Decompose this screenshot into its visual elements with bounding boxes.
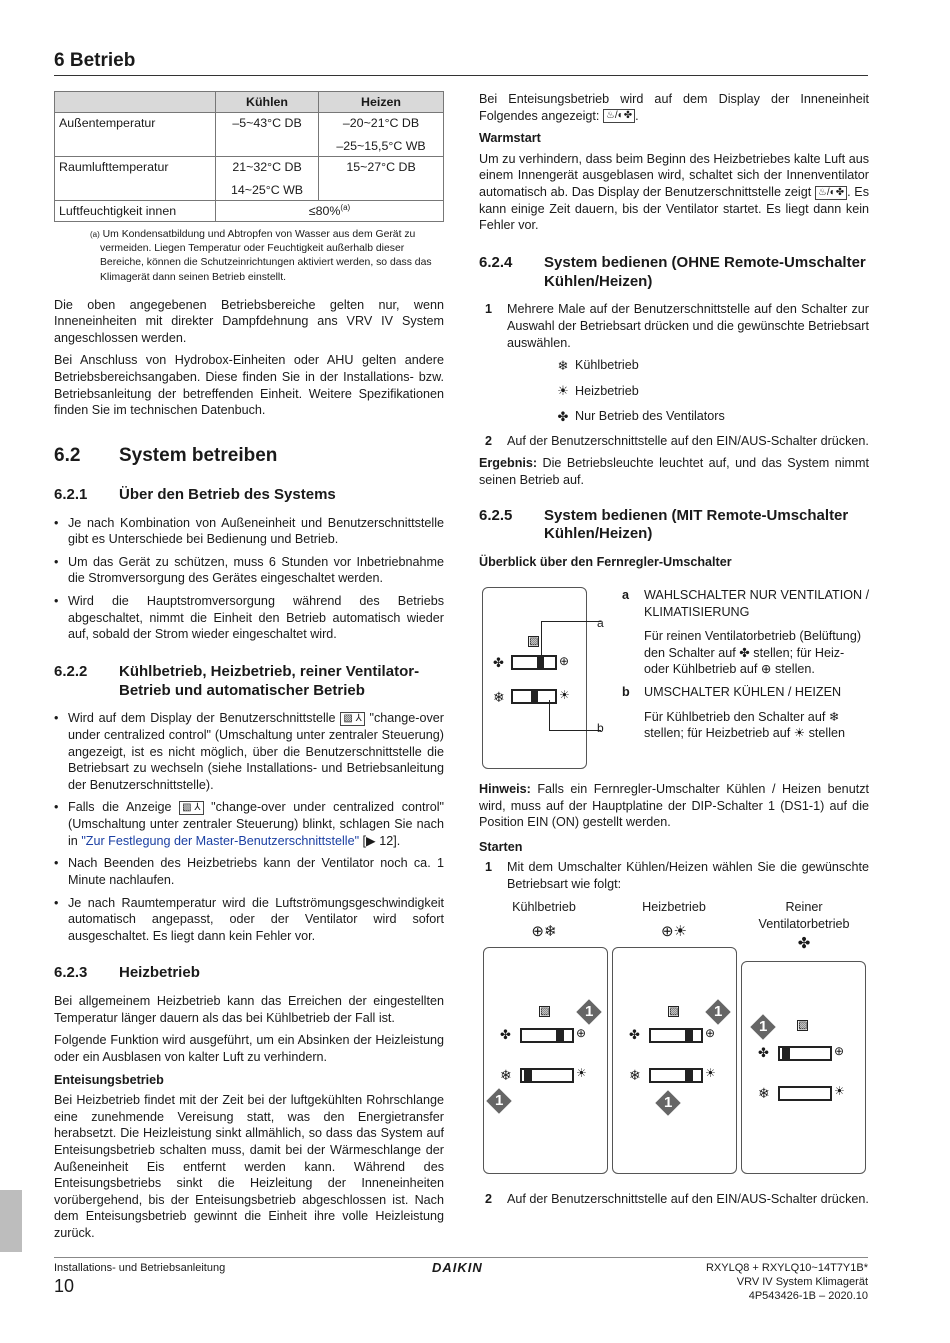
thermo-snowflake-icon: ⊕❄: [531, 922, 557, 940]
snowflake-icon: ❄: [500, 1067, 512, 1083]
chapter-tab-marker: [0, 1190, 22, 1252]
mode-col-heat: Heizbetrieb ⊕☀: [614, 899, 734, 941]
note: Hinweis: Falls ein Fernregler-Umschalter Kühlen / Heizen benutzt wird, muss auf der Hauptplatine der DIP-Schalter 1 (DS1-1) auf die Position EIN (ON) gestellt werden.: [479, 782, 869, 830]
fan-icon: ✤: [500, 1027, 511, 1042]
minor-heading: Warmstart: [479, 131, 541, 146]
step-item: 2 Auf der Benutzerschnittstelle auf den EIN/AUS-Schalter drücken.: [485, 433, 869, 448]
diagram-label-b: b: [597, 721, 604, 735]
fan-icon: ✤: [557, 408, 569, 424]
step-item: 2 Auf der Benutzerschnittstelle auf den EIN/AUS-Schalter drücken.: [485, 1192, 869, 1206]
paragraph: Bei Heizbetrieb findet mit der Zeit bei der luftgekühlten Rohrschlange eine zunehmende Vereisung statt, was den Energietransfer herabsetzt. Die Heizleistung sinkt allmählich, so dass das System auf Enteisungsbetrieb schalten muss, damit bei der Wärmeschlange der Außeneinheit Eis entfernt werden kann. Während des Enteisungsbetriebs sinkt die Heizleitung der Inneneinheiten vorübergehend, bis der Enteisungsbetrieb abgeschlossen ist. Nach dem Enteisungsbetrieb gewinnt die Einheit ihre volle Heizleistung zurück.: [54, 1093, 444, 1241]
table-header-empty: [55, 92, 216, 113]
centralized-icon: ▧: [798, 1020, 808, 1031]
cell: –5~43°C DB: [216, 113, 319, 157]
thermometer-icon: ⊕: [705, 1026, 716, 1040]
header-rule: [54, 75, 868, 76]
table-row: [55, 113, 444, 157]
table-footnote: (a) Um Kondensatbildung und Abtropfen von Wasser aus dem Gerät zu vermeiden. Liegen Temperatur oder Feuchtigkeit außerhalb dieser Bereiche, können die Schutzeinrichtungen aktiviert werden, so dass das Klimagerät dann seinen Betrieb einstellt.: [90, 229, 432, 283]
cell: 15~27°C DB: [319, 157, 444, 201]
legend-desc-b: Für Kühlbetrieb den Schalter auf ❄ stellen; für Heizbetrieb auf ☀ stellen: [644, 709, 845, 741]
list-item: • Falls die Anzeige ▧ ⅄ "change-over under centralized control" (Umschaltung unter zentraler Steuerung) blinkt, schlagen Sie nach in "Zur Festlegung der Master-Benutzerschnittstelle" [▶ 12].: [54, 799, 444, 849]
centralized-control-icon: ▧ ⅄: [340, 712, 364, 726]
list-item: • Je nach Kombination von Außeneinheit und Benutzerschnittstelle gibt es Unterschiede bei Bedienung und Betrieb.: [54, 515, 444, 548]
remote-switch-diagram: [482, 587, 587, 769]
paragraph: Folgende Funktion wird ausgeführt, um ein Absinken der Heizleistung oder ein Ausblasen von kalter Luft zu verhindern.: [54, 1033, 444, 1064]
list-item: • Je nach Raumtemperatur wird die Luftströmungsgeschwindigkeit automatisch angepasst, oder der Ventilator wird sofort ausgeschaltet. Es liegt dann kein Fehler vor.: [54, 895, 444, 945]
row-label: Luftfeuchtigkeit innen: [55, 200, 216, 222]
sun-icon: ☀: [557, 383, 569, 399]
subsection-heading: 6.2.4 System bedienen (OHNE Remote-Umschalter Kühlen/Heizen): [479, 253, 866, 290]
step-list: [479, 433, 869, 450]
subsection-heading: 6.2.1 Über den Betrieb des Systems: [54, 485, 336, 503]
page-number: 10: [54, 1276, 75, 1296]
fan-icon: ✤: [797, 935, 811, 953]
cool-heat-switch[interactable]: [778, 1086, 832, 1101]
paragraph: Bei Anschluss von Hydrobox-Einheiten oder AHU gelten andere Betriebsbereichsangaben. Diese finden Sie in der Installations- bzw. Betriebsanleitung der betreffenden Einheit. Weitere Spezifikationen finden Sie im technischen Datenbuch.: [54, 353, 444, 418]
remote-panel-fan: [741, 961, 866, 1174]
footer-rule: [54, 1257, 868, 1258]
list-item: • Wird die Hauptstromversorgung während des Betriebs abgeschaltet, nimmt die Einheit den Betrieb automatisch wieder auf, sobald der Strom wieder eingeschaltet wird.: [54, 593, 444, 643]
cool-heat-switch[interactable]: [511, 689, 557, 704]
thermometer-icon: ⊕: [559, 654, 570, 668]
callout-marker: 1: [576, 999, 601, 1024]
mode-cool: ❄ Kühlbetrieb: [555, 357, 869, 374]
list-item: • Nach Beenden des Heizbetriebs kann der Ventilator noch ca. 1 Minute nachlaufen.: [54, 855, 444, 888]
table-header-cool: Kühlen: [216, 92, 319, 113]
footer-doc-number: 4P543426-1B – 2020.10: [748, 1290, 868, 1302]
legend-item-b: b UMSCHALTER KÜHLEN / HEIZEN: [622, 685, 842, 700]
thermometer-icon: ⊕: [834, 1044, 845, 1058]
subsection-heading: 6.2.5 System bedienen (MIT Remote-Umschalter Kühlen/Heizen): [479, 506, 849, 543]
mode-fan: ✤ Nur Betrieb des Ventilators: [555, 408, 869, 425]
table-header-heat: Heizen: [319, 92, 444, 113]
result-note: Ergebnis: Die Betriebsleuchte leuchtet auf, und das System nimmt seinen Betrieb auf.: [479, 456, 869, 487]
callout-marker: 1: [705, 999, 730, 1024]
fan-icon: ✤: [758, 1045, 769, 1060]
mode-col-fan: Reiner Ventilatorbetrieb ✤: [744, 899, 864, 954]
ventilation-switch[interactable]: [778, 1046, 832, 1061]
right-column-lower: [479, 781, 869, 899]
left-column: [54, 91, 444, 1248]
bullet-list: [54, 515, 444, 643]
remote-panel-cool: [483, 947, 608, 1174]
table-row: [55, 157, 444, 201]
centralized-icon: ▧: [540, 1006, 550, 1017]
step-item: 1 Mit dem Umschalter Kühlen/Heizen wählen Sie die gewünschte Betriebsart wie folgt:: [485, 860, 869, 892]
list-item: • Wird auf dem Display der Benutzerschnittstelle ▧ ⅄ "change-over under centralized control" (Umschaltung unter zentraler Steuerung) angezeigt, ist es nicht möglich, über die Benutzerschnittstelle die Betriebsart zu wechseln (siehe Installations- und Betriebsanleitung der Benutzerschnittstelle).: [54, 710, 444, 793]
subsection-heading: 6.2.2 Kühlbetrieb, Heizbetrieb, reiner Ventilator-Betrieb und automatischer Betrieb: [54, 662, 420, 699]
centralized-icon: ▧: [529, 636, 539, 647]
mode-col-cool: Kühlbetrieb ⊕❄: [484, 899, 604, 941]
step-list: [479, 859, 869, 892]
callout-marker: 1: [750, 1014, 775, 1039]
cool-heat-switch[interactable]: [520, 1068, 574, 1083]
ventilation-switch[interactable]: [511, 655, 557, 670]
page-title: 6 Betrieb: [54, 50, 136, 71]
cross-reference-link[interactable]: "Zur Festlegung der Master-Benutzerschnittstelle": [81, 833, 360, 848]
centralized-control-icon: ▧ ⅄: [179, 801, 203, 815]
footer-doc-type: Installations- und Betriebsanleitung: [54, 1262, 226, 1274]
footer-model: RXYLQ8 + RXYLQ10~14T7Y1B*: [705, 1262, 868, 1274]
step-list: [479, 1191, 869, 1208]
step-list: [479, 301, 869, 351]
paragraph: Die oben angegebenen Betriebsbereiche gelten nur, wenn Inneneinheiten mit direkter Dampfdehnung ans VRV IV System angeschlossen werden.: [54, 297, 444, 345]
sun-icon: ☀: [576, 1066, 587, 1080]
snowflake-icon: ❄: [629, 1067, 641, 1083]
operating-range-table: [54, 91, 444, 222]
snowflake-icon: ❄: [557, 358, 569, 374]
paragraph: Bei allgemeinem Heizbetrieb kann das Erreichen der eingestellten Temperatur länger dauern als das bei Kühlbetrieb der Fall ist.: [54, 994, 444, 1025]
minor-heading: Enteisungsbetrieb: [54, 1072, 164, 1087]
legend-item-a: a WAHLSCHALTER NUR VENTILATION / KLIMATISIERUNG: [622, 588, 870, 619]
row-label: Raumlufttemperatur: [55, 157, 216, 201]
ventilation-switch[interactable]: [649, 1028, 703, 1043]
bullet-list: [54, 710, 444, 944]
cell: 21~32°C DB 14~25°C WB: [216, 157, 319, 201]
cool-heat-switch[interactable]: [649, 1068, 703, 1083]
paragraph: Um zu verhindern, dass beim Beginn des Heizbetriebes kalte Luft aus einem Innengerät ausgeblasen wird, schaltet sich der Innenventilator automatisch ab. Das Display der Benutzerschnittstelle zeigt ♨/◐✤ . Es kann einige Zeit dauern, bis der Ventilator startet. Es liegt dann kein Fehler vor.: [479, 151, 869, 233]
sun-icon: ☀: [705, 1066, 716, 1080]
defrost-display-icon: ♨/◐✤: [603, 109, 635, 123]
minor-heading: Überblick über den Fernregler-Umschalter: [479, 555, 732, 569]
step-item: 1 Mehrere Male auf der Benutzerschnittstelle auf den Schalter zur Auswahl der Betriebsart drücken und die gewünschte Betriebsart auswählen.: [485, 302, 869, 350]
legend-desc-a: Für reinen Ventilatorbetrieb (Belüftung) den Schalter auf ✤ stellen; für Heiz- oder Kühlbetrieb auf ⊕ stellen.: [644, 629, 862, 677]
diagram-label-a: a: [597, 616, 604, 630]
section-heading: 6.2 System betreiben: [54, 444, 278, 466]
callout-marker: 1: [655, 1090, 680, 1115]
row-label: Außentemperatur: [55, 113, 216, 157]
thermometer-icon: ⊕: [576, 1026, 587, 1040]
ventilation-switch[interactable]: [520, 1028, 574, 1043]
list-item: • Um das Gerät zu schützen, muss 6 Stunden vor Inbetriebnahme die Stromversorgung des Gerätes eingeschaltet werden.: [54, 554, 444, 587]
sun-icon: ☀: [834, 1084, 845, 1098]
snowflake-icon: ❄: [493, 689, 505, 705]
subsection-heading: 6.2.3 Heizbetrieb: [54, 964, 200, 982]
callout-marker: 1: [486, 1088, 511, 1113]
fan-icon: ✤: [493, 655, 504, 670]
table-row: [55, 200, 444, 222]
minor-heading: Starten: [479, 839, 523, 854]
footer-system: VRV IV System Klimagerät: [736, 1276, 868, 1288]
warmstart-display-icon: ♨/◐✤: [815, 186, 847, 200]
thermo-sun-icon: ⊕☀: [660, 922, 687, 940]
paragraph: Bei Enteisungsbetrieb wird auf dem Display der Inneneinheit Folgendes angezeigt: ♨/◐✤ .: [479, 92, 869, 123]
mode-heat: ☀ Heizbetrieb: [555, 382, 869, 399]
daikin-logo: DAIKIN: [432, 1260, 483, 1275]
fan-icon: ✤: [629, 1027, 640, 1042]
snowflake-icon: ❄: [758, 1085, 770, 1101]
sun-icon: ☀: [559, 688, 570, 702]
cell: ≤80%$^{(a)}$: [216, 200, 444, 222]
remote-panel-heat: [612, 947, 737, 1174]
right-column: [479, 91, 869, 575]
diagram-legend: [622, 587, 870, 742]
cell: –20~21°C DB –25~15,5°C WB: [319, 113, 444, 157]
right-column-final: [479, 1191, 869, 1214]
centralized-icon: ▧: [669, 1006, 679, 1017]
